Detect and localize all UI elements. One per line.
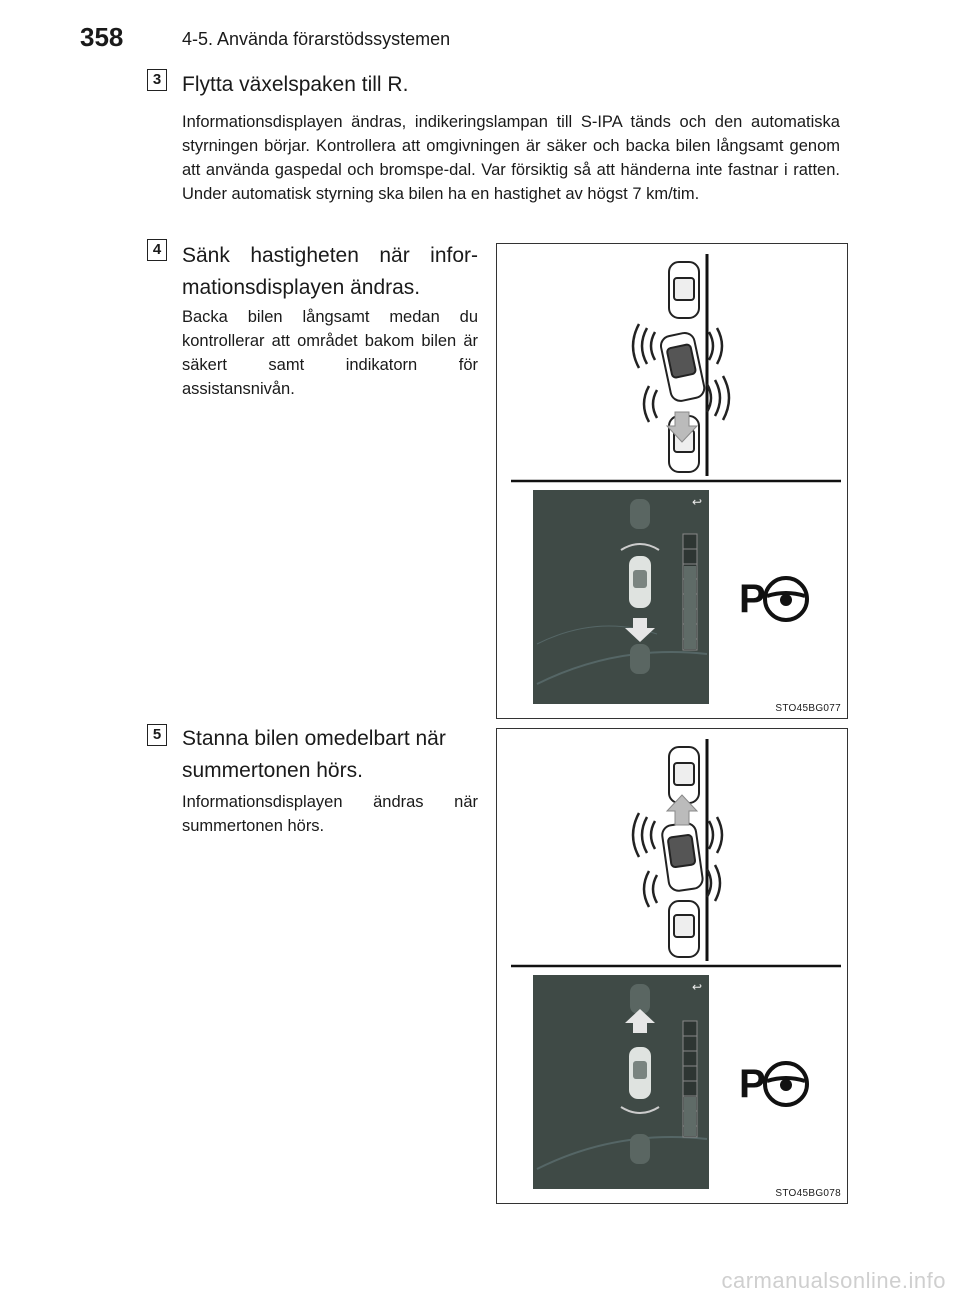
info-display — [533, 490, 709, 704]
step-3-title: Flytta växelspaken till R. — [182, 73, 409, 96]
parked-car-rear — [669, 901, 699, 957]
step-badge-5: 5 — [147, 724, 167, 746]
step-3-body: Informationsdisplayen ändras, indikeringslampan till S-IPA tänds och den automatiska styrningen börjar. Kontrollera att omgivningen är säker och backa bilen långsamt genom att använda gaspedal och bromspe-dal. Var försiktig så att händerna inte fastnar i ratten. Under automatisk styrning ska bilen ha en hastighet av högst 7 km/tim. — [182, 113, 840, 203]
section-title: 4-5. Använda förarstödssystemen — [182, 29, 451, 49]
parked-car-front — [669, 747, 699, 803]
step-4-body: Backa bilen långsamt medan du kontrollerar att området bakom bilen är säkert samt indikatorn för assistansnivån. — [182, 308, 478, 398]
parking-illustration — [497, 729, 847, 1203]
figure-code: STO45BG078 — [775, 1188, 841, 1199]
svg-text:↩: ↩ — [692, 980, 703, 994]
step-badge-4: 4 — [147, 239, 167, 261]
step-badge-3: 3 — [147, 69, 167, 91]
steering-assist-icon — [739, 577, 807, 621]
parking-illustration — [497, 244, 847, 718]
reversing-car — [661, 822, 704, 892]
step-4-title: Sänk hastigheten när infor-mationsdisplayen ändras. — [182, 244, 478, 299]
page-number: 358 — [80, 22, 124, 52]
reversing-car — [659, 331, 706, 403]
figure-code: STO45BG077 — [775, 703, 841, 714]
svg-text:P: P — [739, 1062, 766, 1106]
step-5-title: Stanna bilen omedelbart när summertonen hörs. — [182, 727, 446, 782]
figure-step-5 — [496, 728, 848, 1204]
figure-step-4 — [496, 243, 848, 719]
step-5-body: Informationsdisplayen ändras när summertonen hörs. — [182, 793, 478, 835]
parked-car-front — [669, 262, 699, 318]
steering-assist-icon — [739, 1062, 807, 1106]
svg-text:↩: ↩ — [692, 495, 703, 509]
info-display — [533, 975, 709, 1189]
watermark: carmanualsonline.info — [721, 1268, 946, 1293]
svg-text:P: P — [739, 577, 766, 621]
